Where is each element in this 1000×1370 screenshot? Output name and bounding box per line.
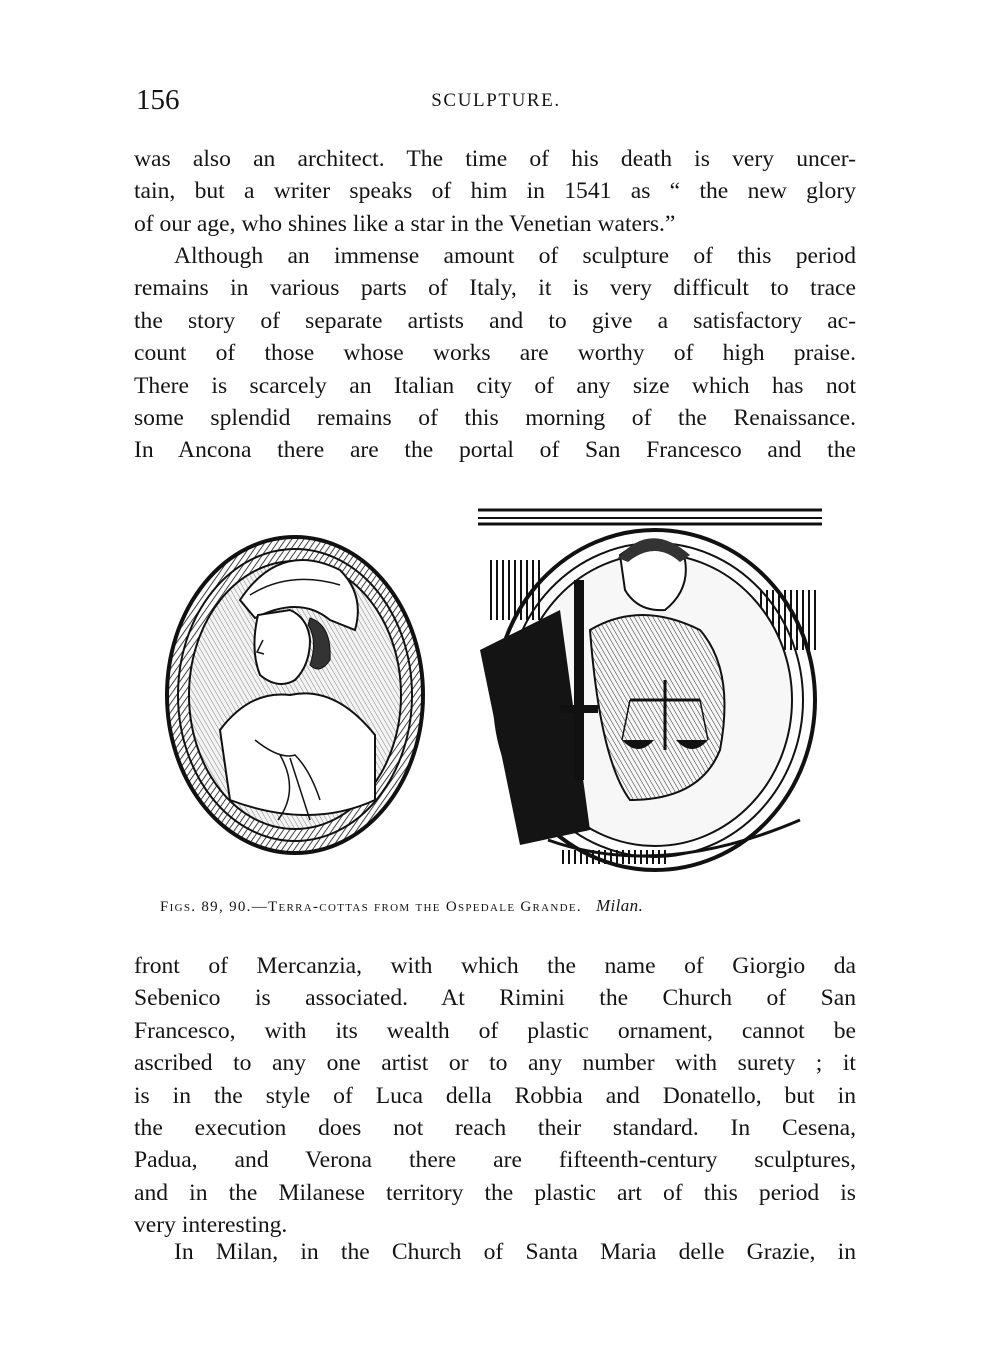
text-line: Although an immense amount of sculpture of this period (174, 243, 856, 269)
text-line: was also an architect. The time of his death is very uncer- (134, 146, 856, 172)
caption-text: Figs. 89, 90.—Terra-cottas from the Ospedale Grande. (160, 899, 582, 915)
figure-terra-cottas (160, 500, 840, 890)
text-line: remains in various parts of Italy, it is very difficult to trace (134, 275, 856, 302)
text-line: of our age, who shines like a star in the Venetian waters.” (134, 210, 676, 237)
text-line: tain, but a writer speaks of him in 1541 as “ the new glory (134, 178, 856, 205)
text-line: ascribed to any one artist or to any number with surety ; it (134, 1050, 856, 1077)
paragraph-continuation (134, 143, 856, 240)
text-line: count of those whose works are worthy of high praise. (134, 340, 856, 367)
text-line: very interesting. (134, 1212, 288, 1239)
medallion-left-woman (167, 537, 423, 853)
text-line: the story of separate artists and to give a satisfactory ac- (134, 307, 856, 334)
medallion-right-justice (478, 510, 822, 870)
caption-location: Milan. (595, 896, 644, 915)
text-line: Padua, and Verona there are fifteenth-century sculptures, (134, 1147, 856, 1174)
text-line: some splendid remains of this morning of the Renaissance. (134, 404, 856, 431)
paragraph-sculpture-italy (134, 240, 856, 467)
text-line: In Ancona there are the portal of San Francesco and the (134, 437, 856, 464)
paragraph-milan (134, 1236, 856, 1268)
text-line: There is scarcely an Italian city of any size which has not (134, 372, 856, 399)
text-line: Sebenico is associated. At Rimini the Church of San (134, 985, 856, 1012)
running-head (136, 84, 856, 118)
running-title: SCULPTURE. (431, 90, 561, 111)
text-line: and in the Milanese territory the plastic art of this period is (134, 1179, 856, 1206)
text-line: front of Mercanzia, with which the name of Giorgio da (134, 953, 856, 979)
page-number: 156 (136, 84, 180, 116)
text-line: In Milan, in the Church of Santa Maria delle Grazie, in (174, 1239, 856, 1265)
terra-cotta-engravings (160, 500, 840, 890)
text-line: is in the style of Luca della Robbia and Donatello, but in (134, 1082, 856, 1109)
text-line: the execution does not reach their standard. In Cesena, (134, 1114, 856, 1141)
paragraph-mercanzia (134, 950, 856, 1242)
text-line: Francesco, with its wealth of plastic ornament, cannot be (134, 1017, 856, 1044)
figure-caption (160, 896, 643, 916)
